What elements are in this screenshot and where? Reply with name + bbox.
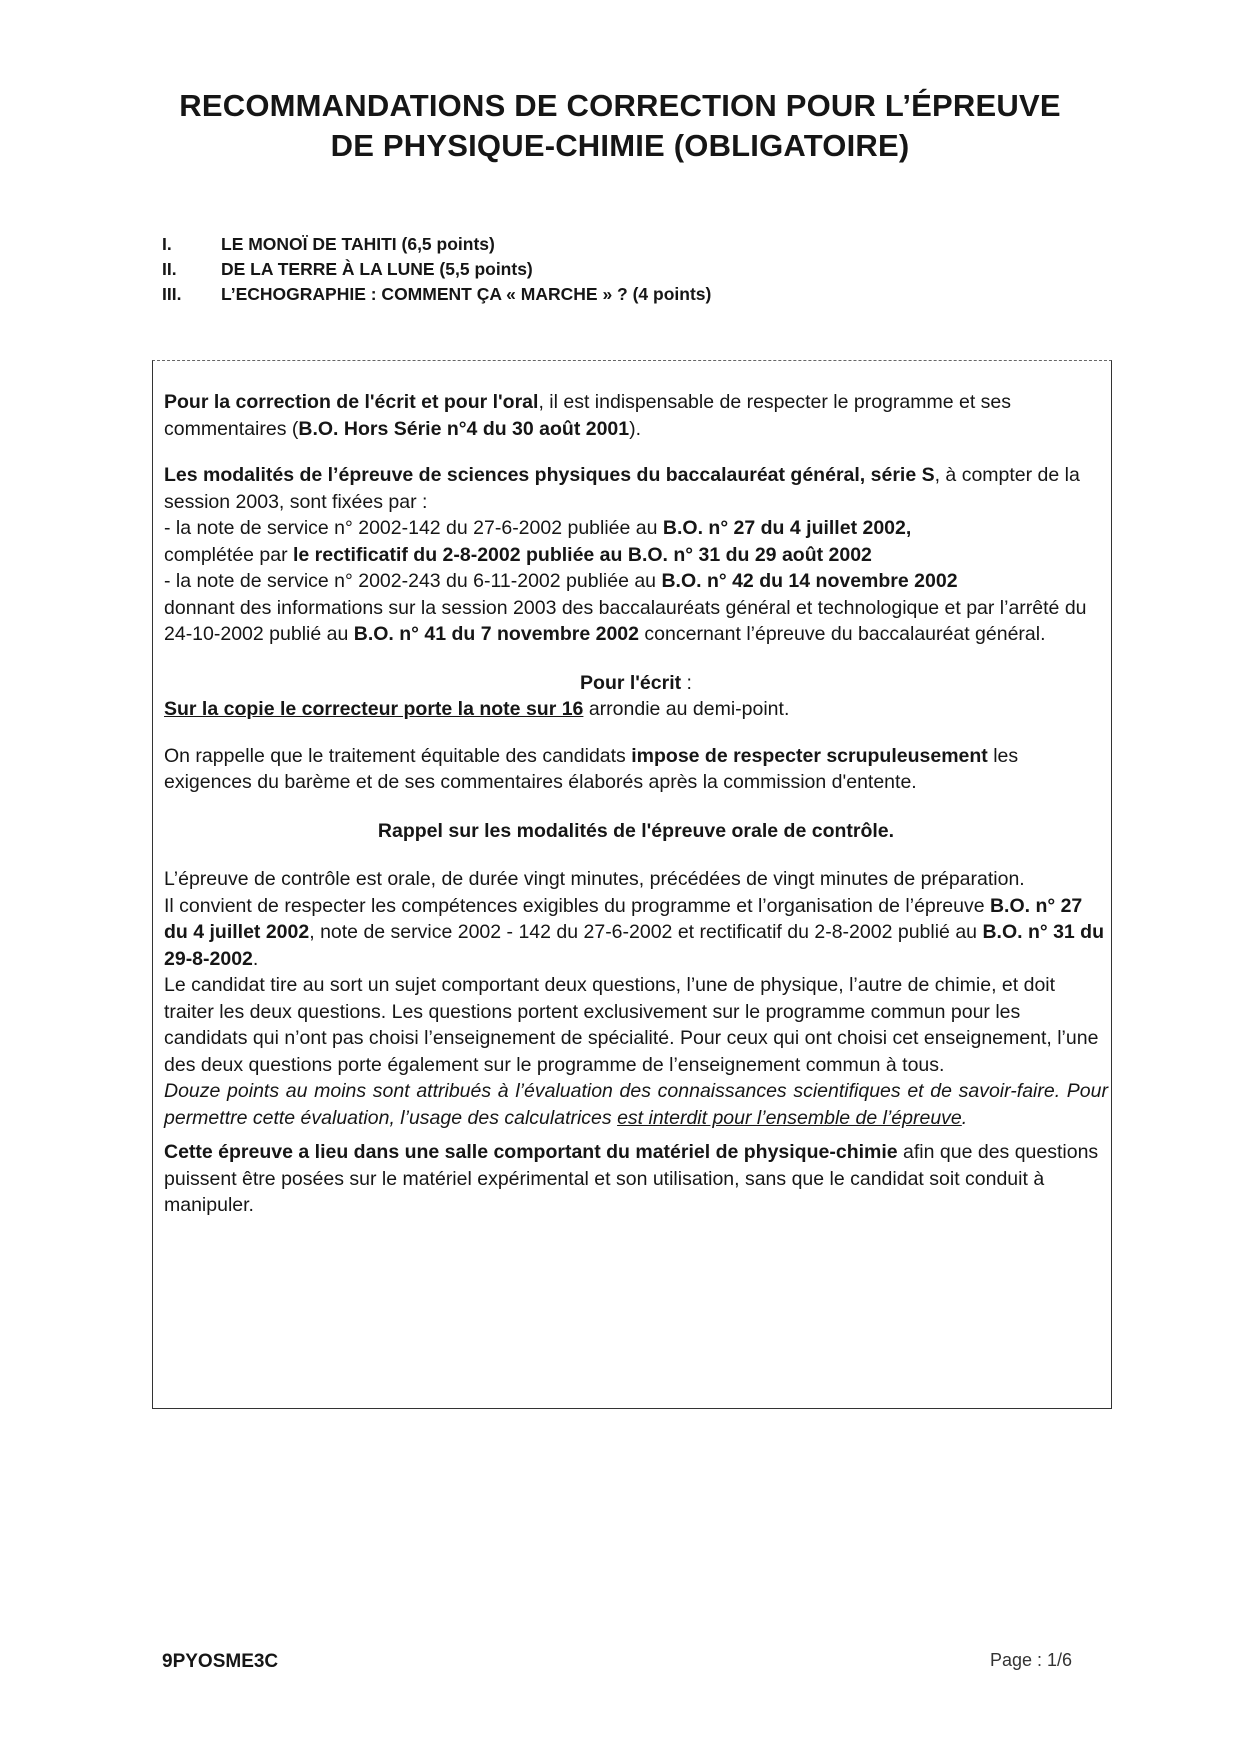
toc-item-number: I. xyxy=(162,234,172,254)
modalites-line4-bold: B.O. n° 42 du 14 novembre 2002 xyxy=(661,570,958,592)
title-line-2: DE PHYSIQUE-CHIMIE (OBLIGATOIRE) xyxy=(330,128,910,163)
orale-p4-end: . xyxy=(961,1106,968,1129)
modalites-line2-bold: B.O. n° 27 du 4 juillet 2002, xyxy=(662,517,912,539)
table-of-contents xyxy=(162,232,711,307)
ecrit-note-text: arrondie au demi-point. xyxy=(583,698,790,720)
page-number: Page : 1/6 xyxy=(990,1650,1073,1670)
orale-p2-text-3: . xyxy=(252,947,259,970)
intro-bold-1: Pour la correction de l'écrit et pour l'oral xyxy=(164,391,539,413)
rappel-text-2: les exigences du barème et de ses commentaires élaborés après la commission d'entente. xyxy=(164,744,1019,793)
instructions-content xyxy=(164,389,1108,1219)
modalites-line5-bold: B.O. n° 41 du 7 novembre 2002 xyxy=(353,623,639,645)
toc-item-number: III. xyxy=(162,284,182,304)
ecrit-heading-suffix: : xyxy=(681,671,692,694)
toc-item xyxy=(162,257,711,282)
modalites-line5-text-2: concernant l’épreuve du baccalauréat général. xyxy=(639,623,1046,645)
ecrit-note xyxy=(164,696,1108,723)
rappel-bold: impose de respecter scrupuleusement xyxy=(631,744,988,767)
orale-p2-bold-1: B.O. n° 27 du 4 juillet 2002 xyxy=(164,894,1083,943)
orale-heading: Rappel sur les modalités de l'épreuve orale de contrôle. xyxy=(377,819,895,842)
salle-bold: Cette épreuve a lieu dans une salle comportant du matériel de physique-chimie xyxy=(164,1141,898,1163)
page-title xyxy=(0,86,1240,166)
orale-p4-italic-underlined: est interdit pour l’ensemble de l’épreuve xyxy=(617,1106,962,1129)
modalites-line4-text: - la note de service n° 2002-243 du 6-11-2002 publiée au xyxy=(164,570,662,592)
document-code: 9PYOSME3C xyxy=(162,1651,279,1672)
toc-item-number: II. xyxy=(162,259,177,279)
toc-item-label: DE LA TERRE À LA LUNE (5,5 points) xyxy=(221,259,533,279)
ecrit-heading xyxy=(164,670,1108,697)
salle-paragraph xyxy=(164,1139,1108,1219)
modalites-line3-text: complétée par xyxy=(164,543,293,566)
title-line-1: RECOMMANDATIONS DE CORRECTION POUR L’ÉPREUVE xyxy=(179,88,1061,123)
modalites-line5-text-1: donnant des informations sur la session 2003 des baccalauréats général et technologique et par l’arrêté du 24-10-2002 publié au xyxy=(164,596,1087,645)
ecrit-note-underlined: Sur la copie le correcteur porte la note sur 16 xyxy=(164,698,584,720)
orale-p2-bold-2: B.O. n° 31 du 29-8-2002 xyxy=(164,921,1104,970)
intro-text-1: , il est indispensable de respecter le programme et ses commentaires ( xyxy=(164,391,1012,440)
orale-paragraph-2 xyxy=(164,893,1108,973)
toc-item-label: LE MONOÏ DE TAHITI (6,5 points) xyxy=(221,234,495,254)
modalites-line2-text: - la note de service n° 2002-142 du 27-6-2002 publiée au xyxy=(164,517,663,539)
orale-paragraph-1: L’épreuve de contrôle est orale, de durée vingt minutes, précédées de vingt minutes de préparation. xyxy=(164,868,1025,890)
modalites-line3-bold: le rectificatif du 2-8-2002 publiée au B.O. n° 31 du 29 août 2002 xyxy=(293,543,872,566)
toc-item xyxy=(162,232,711,257)
rappel-paragraph xyxy=(164,743,1108,796)
rappel-text-1: On rappelle que le traitement équitable des candidats xyxy=(164,744,632,767)
intro-text-2: ). xyxy=(629,417,642,440)
intro-paragraph xyxy=(164,389,1108,442)
orale-paragraph-3: Le candidat tire au sort un sujet comportant deux questions, l’une de physique, l’autre de chimie, et doit traiter les deux questions. Les questions portent exclusivement sur le programme commun pour les candidats qui n’ont pas choisi l’enseignement de spécialité. Pour ceux qui ont choisi cet enseignement, l’une des deux questions porte également sur le programme de l’enseignement commun à tous. xyxy=(164,974,1099,1076)
modalites-bold-1: Les modalités de l’épreuve de sciences physiques du baccalauréat général, série S xyxy=(164,464,935,486)
orale-paragraph-4 xyxy=(164,1078,1108,1131)
salle-text: afin que des questions puissent être posées sur le matériel expérimental et son utilisation, sans que le candidat soit conduit à manipuler. xyxy=(164,1141,1099,1216)
modalites-text-1: , à compter de la session 2003, sont fixées par : xyxy=(164,464,1080,513)
orale-p2-text-1: Il convient de respecter les compétences exigibles du programme et l’organisation de l’épreuve xyxy=(164,894,990,917)
orale-p2-text-2: , note de service 2002 - 142 du 27-6-2002 et rectificatif du 2-8-2002 publié au xyxy=(309,921,983,943)
ecrit-heading-text: Pour l'écrit xyxy=(580,671,682,694)
modalites-paragraph xyxy=(164,462,1108,648)
intro-bold-2: B.O. Hors Série n°4 du 30 août 2001 xyxy=(298,417,630,440)
toc-item xyxy=(162,282,711,307)
toc-item-label: L’ECHOGRAPHIE : COMMENT ÇA « MARCHE » ? (4 points) xyxy=(221,284,712,304)
instructions-box xyxy=(152,360,1112,1409)
orale-p4-italic: Douze points au moins sont attribués à l’évaluation des connaissances scientifiques et de savoir-faire. Pour permettre cette évaluation, l’usage des calculatrices xyxy=(164,1080,1108,1129)
